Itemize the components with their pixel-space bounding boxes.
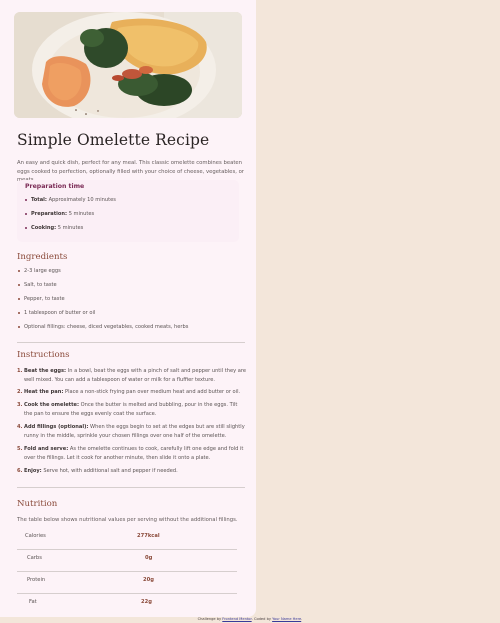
recipe-title: Simple Omelette Recipe <box>17 131 210 149</box>
ingredient-item: 1 tablespoon of butter or oil <box>24 310 188 324</box>
instructions-heading: Instructions <box>17 350 70 360</box>
step-text: Place a non-stick frying pan over medium heat and add butter or oil. <box>63 389 241 395</box>
omelette-image-icon <box>14 12 242 118</box>
prep-item-label: Total: <box>31 197 47 203</box>
section-divider <box>17 487 245 488</box>
step-text: When the eggs begin to set at the edges but are still slightly runny in the middle, sprinkle your chosen fillings over one half of the omelette. <box>24 424 245 439</box>
step-label: Enjoy: <box>24 468 42 474</box>
instruction-step <box>17 367 246 388</box>
prep-item-total <box>31 197 116 211</box>
nutrition-row <box>17 572 237 594</box>
frontend-mentor-link[interactable]: Frontend Mentor <box>222 617 252 621</box>
step-label: Add fillings (optional): <box>24 424 89 430</box>
omelette-photo <box>14 12 242 118</box>
nutrition-table <box>17 528 237 615</box>
instructions-list <box>17 367 246 477</box>
ingredient-item: 2-3 large eggs <box>24 268 188 282</box>
ingredients-list <box>24 268 188 338</box>
step-text: As the omelette continues to cook, carefully lift one edge and fold it over the fillings. Let it cook for another minute, then slide it onto a plate. <box>24 446 244 461</box>
nutrition-row <box>17 528 237 550</box>
step-number: 4. <box>17 424 23 430</box>
instruction-step <box>17 388 246 401</box>
ingredient-item: Salt, to taste <box>24 282 188 296</box>
step-number: 3. <box>17 402 23 408</box>
prep-item-label: Cooking: <box>31 225 57 231</box>
step-text: In a bowl, beat the eggs with a pinch of salt and pepper until they are well mixed. You can add a tablespoon of water or milk for a fluffier texture. <box>24 368 246 383</box>
author-link[interactable]: Your Name Here <box>272 617 302 621</box>
instruction-step <box>17 467 246 477</box>
nutrition-value: 20g <box>143 577 154 583</box>
section-divider <box>17 342 245 343</box>
nutrition-label: Carbs <box>27 555 42 561</box>
ingredient-item: Optional fillings: cheese, diced vegetables, cooked meats, herbs <box>24 324 188 338</box>
recipe-intro: An easy and quick dish, perfect for any meal. This classic omelette combines beaten eggs cooked to perfection, optionally filled with your choice of cheese, vegetables, or <box>17 160 244 175</box>
instruction-step <box>17 423 246 445</box>
prep-item-value: 5 minutes <box>67 211 95 217</box>
step-text: Serve hot, with additional salt and pepper if needed. <box>41 468 178 474</box>
step-number: 6. <box>17 468 23 474</box>
prep-item-value: Approximately 10 minutes <box>46 197 116 203</box>
instruction-step <box>17 445 246 467</box>
nutrition-intro: The table below shows nutritional values per serving without the additional fillings. <box>17 517 238 523</box>
prep-item-preparation <box>31 211 116 225</box>
ingredient-item: Pepper, to taste <box>24 296 188 310</box>
instruction-step <box>17 401 246 423</box>
step-label: Cook the omelette: <box>24 402 80 408</box>
step-number: 2. <box>17 389 23 395</box>
nutrition-heading: Nutrition <box>17 499 58 509</box>
prep-item-label: Preparation: <box>31 211 68 217</box>
nutrition-value: 22g <box>141 599 152 605</box>
step-label: Beat the eggs: <box>24 368 67 374</box>
step-text: Once the butter is melted and bubbling, pour in the eggs. Tilt the pan to ensure the eggs evenly coat the surface. <box>24 402 238 417</box>
nutrition-label: Fat <box>29 599 37 605</box>
prep-item-value: 5 minutes <box>56 225 84 231</box>
attribution-prefix: Challenge by <box>197 617 223 621</box>
nutrition-row <box>17 594 237 615</box>
attribution-middle: . Coded by <box>251 617 273 621</box>
preparation-time-list <box>31 197 116 239</box>
preparation-time-box <box>17 180 239 242</box>
nutrition-label: Protein <box>27 577 46 583</box>
nutrition-value: 0g <box>145 555 153 561</box>
step-number: 1. <box>17 368 23 374</box>
attribution <box>0 617 500 621</box>
nutrition-value: 277kcal <box>137 533 160 539</box>
ingredients-heading: Ingredients <box>17 252 68 262</box>
preparation-time-heading: Preparation time <box>25 183 85 190</box>
nutrition-row <box>17 550 237 572</box>
step-label: Heat the pan: <box>24 389 64 395</box>
step-number: 5. <box>17 446 23 452</box>
step-label: Fold and serve: <box>24 446 69 452</box>
nutrition-label: Calories <box>25 533 46 539</box>
prep-item-cooking <box>31 225 116 239</box>
attribution-suffix: . <box>301 617 303 621</box>
